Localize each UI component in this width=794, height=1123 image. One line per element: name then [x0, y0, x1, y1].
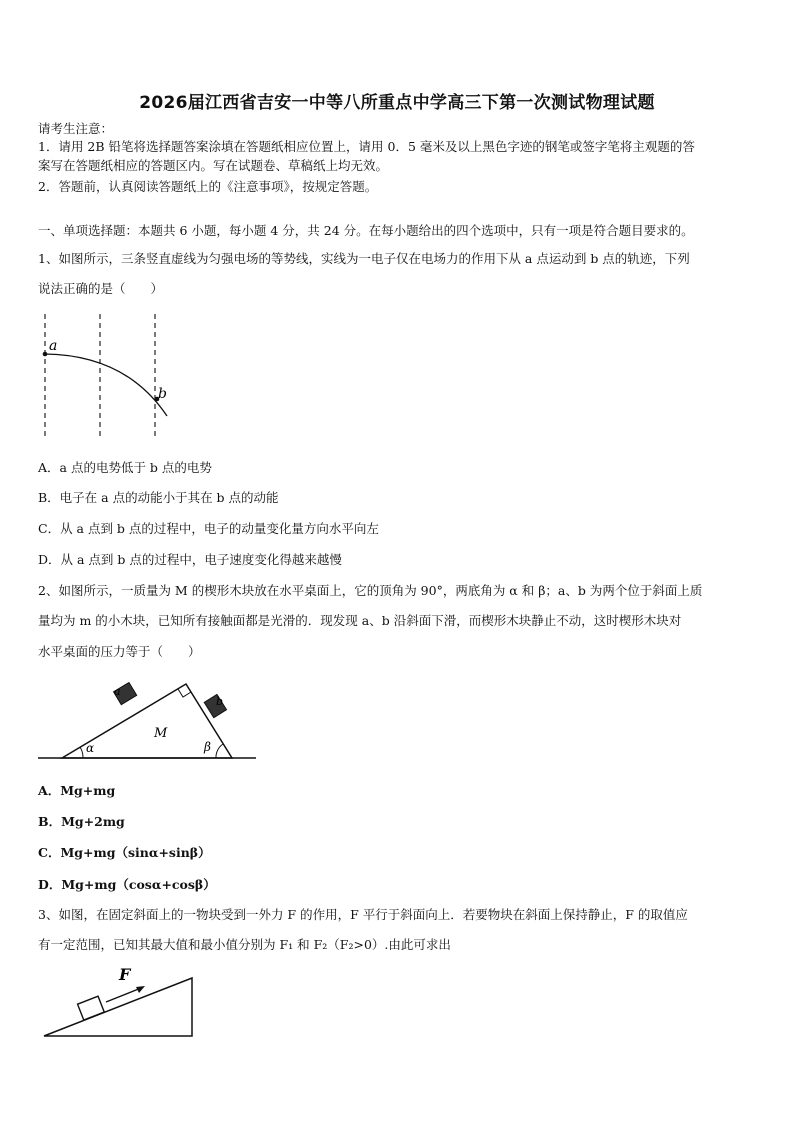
label-alpha: α — [86, 741, 95, 755]
label-a: a — [114, 685, 121, 698]
q2-stem-line-2: 量均为 m 的小木块，已知所有接触面都是光滑的．现发现 a、b 沿斜面下滑，而楔形木块静止不动，这时楔形木块对 — [38, 613, 682, 628]
q1-figure — [36, 310, 186, 445]
section-1-heading: 一、单项选择题：本题共 6 小题，每小题 4 分，共 24 分。在每小题给出的四个选项中，只有一项是符合题目要求的。 — [38, 223, 694, 238]
fixed-incline — [44, 978, 192, 1036]
notice-item-2: 2．答题前，认真阅读答题纸上的《注意事项》，按规定答题。 — [38, 179, 378, 194]
label-a: a — [49, 338, 58, 354]
q1-option-c: C．从 a 点到 b 点的过程中，电子的动量变化量方向水平向左 — [38, 521, 379, 536]
label-b: b — [216, 695, 224, 708]
page-title: 2026届江西省吉安一中等八所重点中学高三下第一次测试物理试题 — [139, 93, 655, 113]
block — [78, 996, 105, 1020]
q2-option-d: D．Mg+mg（cosα+cosβ） — [38, 877, 216, 892]
notice-item-1-line-2: 案写在答题纸相应的答题区内。写在试题卷、草稿纸上均无效。 — [38, 158, 389, 173]
label-beta: β — [204, 740, 211, 754]
q3-figure — [40, 962, 200, 1042]
q3-stem-line-1: 3、如图，在固定斜面上的一物块受到一外力 F 的作用，F 平行于斜面向上．若要物块在斜面上保持静止，F 的取值应 — [38, 907, 688, 922]
q2-option-b: B．Mg+2mg — [38, 814, 125, 829]
label-M: M — [154, 726, 168, 741]
point-a — [43, 352, 48, 357]
q1-stem-line-2: 说法正确的是（ ） — [38, 281, 164, 296]
electron-trajectory — [45, 354, 167, 416]
q1-option-d: D．从 a 点到 b 点的过程中，电子速度变化得越来越慢 — [38, 552, 342, 567]
q2-option-a: A．Mg+mg — [38, 783, 116, 798]
q3-stem-line-2: 有一定范围，已知其最大值和最小值分别为 F₁ 和 F₂（F₂>0）.由此可求出 — [38, 937, 451, 952]
label-F: F — [119, 965, 131, 984]
label-b: b — [158, 386, 167, 402]
notice-heading: 请考生注意： — [38, 121, 114, 136]
q1-option-a: A．a 点的电势低于 b 点的电势 — [38, 460, 212, 475]
q1-stem-line-1: 1、如图所示，三条竖直虚线为匀强电场的等势线，实线为一电子仅在电场力的作用下从 a 点运动到 b 点的轨迹，下列 — [38, 251, 690, 266]
q2-figure — [36, 672, 261, 767]
angle-alpha-arc — [80, 747, 83, 758]
notice-item-1-line-1: 1．请用 2B 铅笔将选择题答案涂填在答题纸相应位置上，请用 0．5 毫米及以上黑色字迹的钢笔或签字笔将主观题的答 — [38, 139, 695, 154]
q1-option-b: B．电子在 a 点的动能小于其在 b 点的动能 — [38, 490, 279, 505]
q2-stem-line-1: 2、如图所示，一质量为 M 的楔形木块放在水平桌面上，它的顶角为 90°，两底角为 α 和 β；a、b 为两个位于斜面上质 — [38, 583, 703, 598]
q2-stem-line-3: 水平桌面的压力等于（ ） — [38, 644, 201, 659]
q2-option-c: C．Mg+mg（sinα+sinβ） — [38, 845, 211, 860]
force-arrow-head — [136, 986, 145, 993]
angle-beta-arc — [216, 744, 223, 758]
